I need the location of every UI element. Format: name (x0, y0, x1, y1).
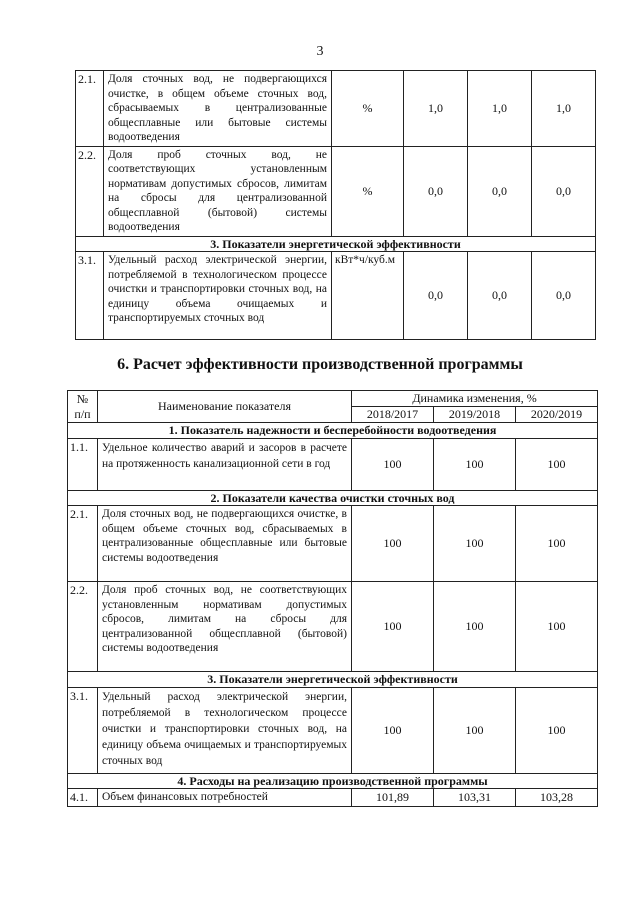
unit: % (332, 71, 404, 147)
value-period-3: 100 (516, 438, 598, 490)
value-period-2: 100 (434, 582, 516, 672)
value-period-1: 100 (352, 506, 434, 582)
indicator-name: Удельный расход электрической энергии, потребляемой в технологическом процессе очистки и транспортировки сточных вод, на единицу объема очищаемых и транспортируемых сточных вод (104, 252, 332, 340)
table-row (76, 146, 596, 236)
header-dynamics: Динамика изменения, % (352, 391, 598, 407)
header-number: № п/п (68, 391, 98, 423)
indicator-name: Доля проб сточных вод, не соответствующих установленным нормативам допустимых сбросов, лимитам на сбросы для централизованной общесплавной (бытовой) системы водоотведения (104, 146, 332, 236)
section-row (68, 490, 598, 506)
indicator-name: Удельное количество аварий и засоров в расчете на протяженность канализационной сети в год (98, 438, 352, 490)
table-row (76, 252, 596, 340)
value-period-3: 103,28 (516, 789, 598, 807)
value-2019: 0,0 (468, 146, 532, 236)
row-number: 3.1. (76, 252, 104, 340)
section-title: 3. Показатели энергетической эффективности (76, 236, 596, 252)
value-period-2: 100 (434, 687, 516, 773)
value-2018: 0,0 (404, 252, 468, 340)
value-period-2: 100 (434, 438, 516, 490)
efficiency-table (67, 390, 598, 807)
row-number: 4.1. (68, 789, 98, 807)
value-2020: 1,0 (532, 71, 596, 147)
indicator-name: Доля проб сточных вод, не соответствующих установленным нормативам допустимых сбросов, лимитам на сбросы для централизованной общесплавной (бытовой) системы водоотведения (98, 582, 352, 672)
value-period-3: 100 (516, 687, 598, 773)
value-2018: 1,0 (404, 71, 468, 147)
table-row (68, 438, 598, 490)
value-period-1: 100 (352, 582, 434, 672)
section-row (68, 773, 598, 789)
table-header-row (68, 391, 598, 407)
header-name: Наименование показателя (98, 391, 352, 423)
value-2019: 0,0 (468, 252, 532, 340)
indicator-name: Доля сточных вод, не подвергающихся очистке, в общем объеме сточных вод, сбрасываемых в централизованные общесплавные или бытовые системы водоотведения (98, 506, 352, 582)
unit: кВт*ч/куб.м (332, 252, 404, 340)
unit: % (332, 146, 404, 236)
row-number: 3.1. (68, 687, 98, 773)
table-row (68, 789, 598, 807)
section-title: 3. Показатели энергетической эффективности (68, 672, 598, 688)
section-row (68, 672, 598, 688)
value-period-3: 100 (516, 582, 598, 672)
header-period-1: 2018/2017 (352, 407, 434, 423)
page-number: 3 (316, 44, 324, 59)
row-number: 2.2. (76, 146, 104, 236)
section-title: 2. Показатели качества очистки сточных вод (68, 490, 598, 506)
row-number: 2.1. (76, 71, 104, 147)
indicator-name: Доля сточных вод, не подвергающихся очистке, в общем объеме сточных вод, сбрасываемых в централизованные общесплавные или бытовые системы водоотведения (104, 71, 332, 147)
table-row (68, 687, 598, 773)
value-2020: 0,0 (532, 146, 596, 236)
row-number: 1.1. (68, 438, 98, 490)
indicators-table-continuation (75, 70, 596, 340)
section-row (68, 423, 598, 439)
section-title: 4. Расходы на реализацию производственной программы (68, 773, 598, 789)
value-period-2: 100 (434, 506, 516, 582)
header-period-3: 2020/2019 (516, 407, 598, 423)
table-row (68, 506, 598, 582)
indicator-name: Объем финансовых потребностей (98, 789, 352, 807)
section-row (76, 236, 596, 252)
value-period-2: 103,31 (434, 789, 516, 807)
value-period-3: 100 (516, 506, 598, 582)
indicator-name: Удельный расход электрической энергии, потребляемой в технологическом процессе очистки и транспортировки сточных вод, на единицу объема очищаемых и транспортируемых сточных вод (98, 687, 352, 773)
value-period-1: 101,89 (352, 789, 434, 807)
table-row (76, 71, 596, 147)
value-period-1: 100 (352, 687, 434, 773)
section-title: 1. Показатель надежности и бесперебойности водоотведения (68, 423, 598, 439)
table-row (68, 582, 598, 672)
value-2018: 0,0 (404, 146, 468, 236)
section-6-heading: 6. Расчет эффективности производственной программы (117, 356, 523, 373)
value-2020: 0,0 (532, 252, 596, 340)
row-number: 2.1. (68, 506, 98, 582)
value-2019: 1,0 (468, 71, 532, 147)
value-period-1: 100 (352, 438, 434, 490)
header-period-2: 2019/2018 (434, 407, 516, 423)
row-number: 2.2. (68, 582, 98, 672)
